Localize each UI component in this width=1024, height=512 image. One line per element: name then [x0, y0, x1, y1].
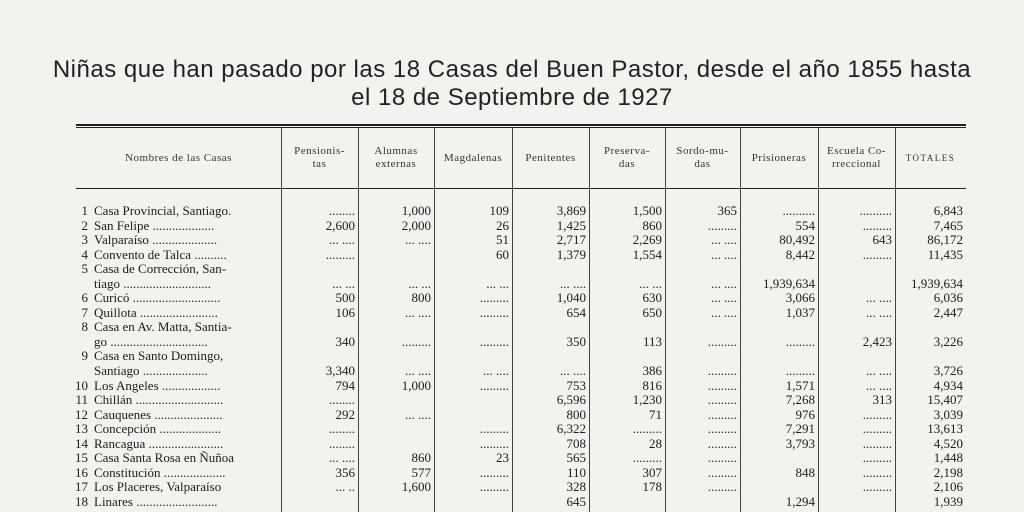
table-cell: ... ..	[335, 479, 355, 495]
table-cell: .........	[707, 363, 737, 379]
table-cell: ... ....	[405, 363, 431, 379]
table-row	[0, 436, 1024, 451]
table-row	[0, 363, 1024, 378]
table-row	[0, 319, 1024, 334]
table-cell: ... ....	[560, 275, 586, 291]
table-cell: 7,268	[785, 392, 815, 408]
table-cell: 328	[566, 479, 586, 495]
table-cell: 71	[649, 406, 662, 422]
table-cell: 4,520	[933, 435, 963, 451]
table-cell: 1,294	[785, 493, 815, 509]
house-name: Constitución ...................	[94, 464, 226, 480]
table-row	[0, 479, 1024, 494]
table-cell: 554	[795, 217, 815, 233]
table-cell: 1,448	[933, 450, 963, 466]
table-cell: .........	[785, 363, 815, 379]
table-cell: 2,447	[933, 304, 963, 320]
table-row	[0, 334, 1024, 349]
table-cell: 356	[335, 464, 355, 480]
table-row	[0, 421, 1024, 436]
table-cell: 645	[566, 493, 586, 509]
table-cell: .........	[479, 479, 509, 495]
table-cell: 800	[566, 406, 586, 422]
table-cell: 860	[411, 450, 431, 466]
table-row	[0, 261, 1024, 276]
table-cell: 3,793	[785, 435, 815, 451]
table-cell: .........	[785, 333, 815, 349]
table-cell: .........	[479, 333, 509, 349]
table-cell: .........	[325, 246, 355, 262]
table-cell: 26	[496, 217, 509, 233]
table-cell: ... ....	[866, 363, 892, 379]
table-row	[0, 407, 1024, 422]
house-name: Linares .........................	[94, 493, 218, 509]
table-cell: 1,230	[632, 392, 662, 408]
table-cell: ..........	[859, 203, 892, 218]
table-cell: 109	[489, 203, 509, 218]
row-number: 10	[75, 377, 88, 393]
table-cell: .........	[707, 435, 737, 451]
table-cell: 292	[335, 406, 355, 422]
table-cell: 3,039	[933, 406, 963, 422]
table-cell: .........	[479, 290, 509, 306]
table-cell: ... ...	[486, 275, 509, 291]
table-cell: 3,226	[933, 333, 963, 349]
table-cell: 313	[872, 392, 892, 408]
table-cell: 708	[566, 435, 586, 451]
table-cell: 500	[335, 290, 355, 306]
table-cell: 565	[566, 450, 586, 466]
table-row	[0, 232, 1024, 247]
table-cell: 340	[335, 333, 355, 349]
table-row	[0, 348, 1024, 363]
house-name: Casa Provincial, Santiago.	[94, 203, 232, 218]
table-cell: 80,492	[779, 232, 815, 248]
table-cell: .........	[707, 377, 737, 393]
table-cell: 106	[335, 304, 355, 320]
house-name: Cauquenes .....................	[94, 406, 223, 422]
table-cell: ... ....	[711, 232, 737, 248]
table-cell: 2,106	[933, 479, 963, 495]
table-cell: .........	[862, 246, 892, 262]
table-cell: 860	[642, 217, 662, 233]
table-cell: ........	[329, 203, 355, 218]
row-number: 8	[81, 319, 88, 335]
table-cell: 8,442	[785, 246, 815, 262]
table-cell: 2,000	[401, 217, 431, 233]
house-name: tiago ...........................	[94, 275, 211, 291]
table-cell: 15,407	[927, 392, 963, 408]
table-cell: ... ....	[711, 304, 737, 320]
table-cell: 2,423	[862, 333, 892, 349]
table-cell: 6,843	[933, 203, 963, 218]
table-cell: 816	[642, 377, 662, 393]
table-cell: 976	[795, 406, 815, 422]
table-cell: ... ....	[405, 232, 431, 248]
house-name: go ..............................	[94, 333, 208, 349]
table-cell: ..........	[782, 203, 815, 218]
table-row	[0, 494, 1024, 509]
column-header: Sordo-mu- das	[676, 145, 729, 170]
table-cell: ... ...	[639, 275, 662, 291]
row-number: 12	[75, 406, 88, 422]
row-number: 11	[75, 392, 88, 408]
house-name: Rancagua .......................	[94, 435, 224, 451]
column-header: TOTALES	[905, 152, 956, 163]
table-cell: 654	[566, 304, 586, 320]
table-cell: 643	[872, 232, 892, 248]
table-cell: ... ....	[866, 304, 892, 320]
row-number: 14	[75, 435, 88, 451]
table-cell: 650	[642, 304, 662, 320]
table-row	[0, 450, 1024, 465]
table-cell: ... ...	[408, 275, 431, 291]
table-cell: 23	[496, 450, 509, 466]
row-number: 5	[81, 261, 88, 277]
table-cell: .........	[632, 450, 662, 466]
house-name: Los Angeles ..................	[94, 377, 221, 393]
table-cell: .........	[707, 217, 737, 233]
table-cell: 60	[496, 246, 509, 262]
table-cell: 3,869	[556, 203, 586, 218]
table-cell: 3,066	[785, 290, 815, 306]
table-cell: ... ....	[866, 290, 892, 306]
table-row	[0, 392, 1024, 407]
table-cell: 577	[411, 464, 431, 480]
column-header: Pensionis- tas	[294, 145, 345, 170]
row-number: 18	[75, 493, 88, 509]
table-cell: .........	[401, 333, 431, 349]
house-name: Santiago ....................	[94, 363, 208, 379]
house-name: Casa Santa Rosa en Ñuñoa	[94, 450, 235, 466]
table-cell: .........	[862, 217, 892, 233]
table-cell: 178	[642, 479, 662, 495]
table-cell: 6,596	[556, 392, 586, 408]
header-bottom-rule	[76, 188, 966, 189]
table-cell: 6,036	[933, 290, 963, 306]
table-cell: .........	[707, 406, 737, 422]
house-name: Curicó ...........................	[94, 290, 221, 306]
table-cell: 800	[411, 290, 431, 306]
table-cell: .........	[479, 304, 509, 320]
column-header: Prisioneras	[751, 151, 807, 164]
table-cell: ... ....	[483, 363, 509, 379]
table-cell: ... ....	[866, 377, 892, 393]
table-cell: 2,269	[632, 232, 662, 248]
table-cell: 1,571	[785, 377, 815, 393]
house-name: Los Placeres, Valparaíso	[94, 479, 222, 495]
table-cell: 1,939,634	[763, 275, 815, 291]
table-row	[0, 378, 1024, 393]
table-cell: 386	[642, 363, 662, 379]
table-cell: ... ....	[560, 363, 586, 379]
table-cell: 4,934	[933, 377, 963, 393]
row-number: 16	[75, 464, 88, 480]
row-number: 7	[81, 304, 88, 320]
table-row	[0, 276, 1024, 291]
table-cell: 630	[642, 290, 662, 306]
table-cell: 2,600	[325, 217, 355, 233]
table-cell: .........	[707, 450, 737, 466]
table-row	[0, 465, 1024, 480]
table-cell: ... ....	[405, 304, 431, 320]
table-cell: 113	[642, 333, 662, 349]
table-cell: 1,600	[401, 479, 431, 495]
row-number: 1	[81, 203, 88, 218]
table-cell: ........	[329, 421, 355, 437]
house-name: Casa en Av. Matta, Santia-	[94, 319, 232, 335]
table-cell: ... ....	[711, 290, 737, 306]
table-row	[0, 218, 1024, 233]
row-number: 9	[81, 348, 88, 364]
table-cell: ........	[329, 392, 355, 408]
house-name: Convento de Talca ..........	[94, 246, 227, 262]
table-cell: 6,322	[556, 421, 586, 437]
row-number: 3	[81, 232, 88, 248]
row-number: 6	[81, 290, 88, 306]
table-cell: .........	[479, 377, 509, 393]
row-number: 15	[75, 450, 88, 466]
table-cell: 1,040	[556, 290, 586, 306]
table-cell: 7,465	[933, 217, 963, 233]
table-cell: .........	[862, 464, 892, 480]
row-number: 13	[75, 421, 88, 437]
table-row	[0, 247, 1024, 262]
table-body	[0, 203, 1024, 508]
table-cell: 794	[335, 377, 355, 393]
table-cell: 86,172	[927, 232, 963, 248]
table-cell: .........	[862, 435, 892, 451]
table-cell: 350	[566, 333, 586, 349]
table-cell: 2,198	[933, 464, 963, 480]
house-name: Quillota ........................	[94, 304, 218, 320]
house-name: Concepción ...................	[94, 421, 222, 437]
top-rule	[76, 124, 966, 126]
table-cell: .........	[862, 479, 892, 495]
table-cell: 28	[649, 435, 662, 451]
table-cell: 1,000	[401, 377, 431, 393]
house-name: San Felipe ...................	[94, 217, 215, 233]
table-row	[0, 203, 1024, 218]
table-cell: .........	[479, 464, 509, 480]
table-cell: ... ....	[329, 232, 355, 248]
table-cell: 1,379	[556, 246, 586, 262]
row-number: 17	[75, 479, 88, 495]
table-cell: 110	[566, 464, 586, 480]
table-cell: 365	[717, 203, 737, 218]
table-title-line2: el 18 de Septiembre de 1927	[351, 84, 673, 111]
table-cell: 1,000	[401, 203, 431, 218]
table-cell: ........	[329, 435, 355, 451]
table-cell: ... ....	[711, 246, 737, 262]
table-cell: 1,939	[933, 493, 963, 509]
table-cell: .........	[479, 435, 509, 451]
table-cell: ... ....	[405, 406, 431, 422]
house-name: Valparaíso ....................	[94, 232, 218, 248]
table-cell: 3,340	[325, 363, 355, 379]
table-row	[0, 290, 1024, 305]
column-header: Escuela Co- rreccional	[827, 145, 886, 170]
table-cell: 1,554	[632, 246, 662, 262]
table-cell: .........	[707, 464, 737, 480]
table-cell: .........	[862, 421, 892, 437]
table-cell: .........	[707, 392, 737, 408]
house-name: Chillán ...........................	[94, 392, 224, 408]
table-cell: .........	[479, 421, 509, 437]
table-cell: 1,037	[785, 304, 815, 320]
table-cell: 1,425	[556, 217, 586, 233]
column-header: Preserva- das	[603, 145, 651, 170]
table-cell: 51	[496, 232, 509, 248]
table-cell: 1,500	[632, 203, 662, 218]
table-title-line1: Niñas que han pasado por las 18 Casas del Buen Pastor, desde el año 1855 hasta	[52, 56, 972, 83]
row-number: 2	[81, 217, 88, 233]
table-cell: ... ....	[711, 275, 737, 291]
column-header: Nombres de las Casas	[125, 151, 232, 164]
table-cell: 11,435	[927, 246, 963, 262]
table-cell: ... ....	[329, 450, 355, 466]
house-name: Casa en Santo Domingo,	[94, 348, 224, 364]
table-cell: 2,717	[556, 232, 586, 248]
table-cell: .........	[707, 421, 737, 437]
column-header: Penitentes	[525, 151, 576, 164]
table-row	[0, 305, 1024, 320]
table-cell: 13,613	[927, 421, 963, 437]
table-cell: .........	[632, 421, 662, 437]
table-cell: .........	[707, 479, 737, 495]
house-name: Casa de Corrección, San-	[94, 261, 227, 277]
table-cell: 848	[795, 464, 815, 480]
table-cell: 753	[566, 377, 586, 393]
table-cell: .........	[862, 406, 892, 422]
table-cell: 1,939,634	[911, 275, 963, 291]
column-header: Magdalenas	[443, 151, 503, 164]
table-cell: 307	[642, 464, 662, 480]
row-number: 4	[81, 246, 88, 262]
table-cell: ... ...	[332, 275, 355, 291]
column-header: Alumnas externas	[374, 145, 418, 170]
table-cell: .........	[862, 450, 892, 466]
table-cell: .........	[707, 333, 737, 349]
table-cell: 3,726	[933, 363, 963, 379]
table-cell: 7,291	[785, 421, 815, 437]
